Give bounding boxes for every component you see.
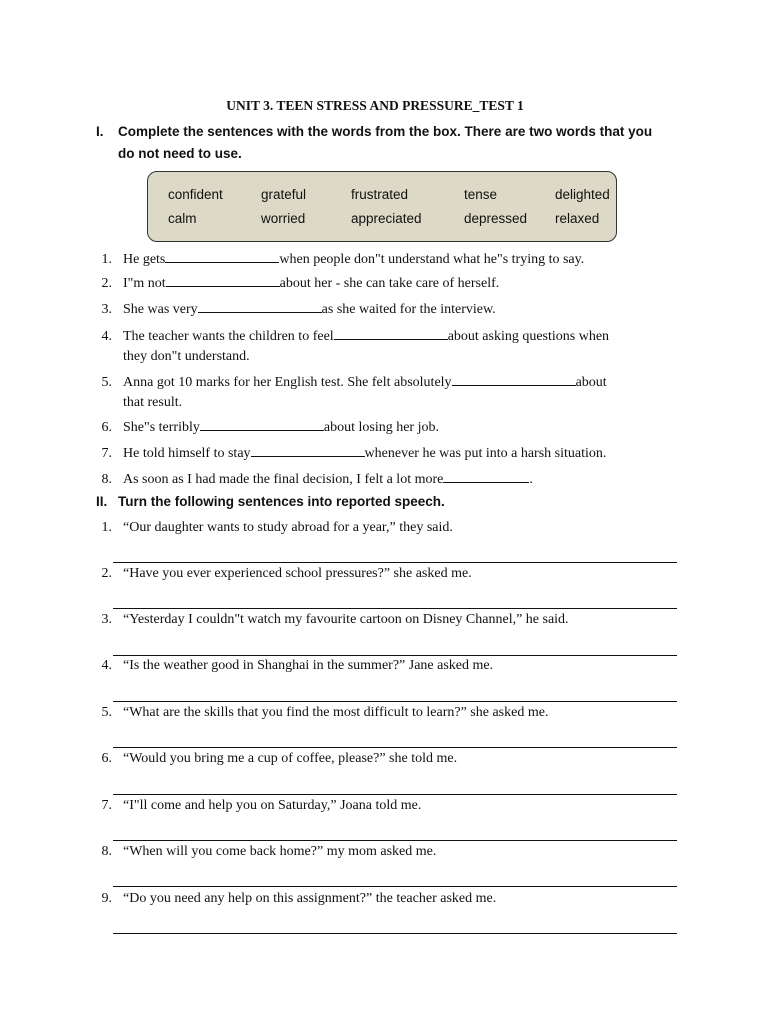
question-text: He told himself to stay bbox=[123, 446, 251, 461]
answer-blank[interactable] bbox=[251, 455, 365, 457]
question-number: 2. bbox=[101, 276, 112, 291]
question-text: as she waited for the interview. bbox=[321, 302, 496, 317]
word-box-word: appreciated bbox=[351, 211, 422, 226]
question-text: . bbox=[529, 472, 533, 487]
question-text: “Yesterday I couldn"t watch my favourite cartoon on Disney Channel,” he said. bbox=[123, 612, 569, 627]
reported-speech-item-3 bbox=[96, 610, 656, 630]
reported-speech-item-4 bbox=[96, 656, 656, 676]
question-1-4 bbox=[96, 327, 656, 367]
question-number: 6. bbox=[101, 751, 112, 766]
answer-line[interactable] bbox=[113, 562, 677, 563]
question-text: “Would you bring me a cup of coffee, please?” she told me. bbox=[123, 751, 458, 766]
question-number: 3. bbox=[101, 302, 112, 317]
question-1-8 bbox=[96, 470, 656, 490]
section-1-instruction: Complete the sentences with the words from the box. There are two words that you do not need to use. bbox=[118, 124, 653, 161]
question-text: I"m not bbox=[123, 276, 166, 291]
word-box bbox=[147, 171, 617, 242]
answer-blank[interactable] bbox=[200, 429, 324, 431]
question-text: She was very bbox=[123, 302, 198, 317]
answer-line[interactable] bbox=[113, 794, 677, 795]
question-number: 1. bbox=[101, 520, 112, 535]
question-number: 1. bbox=[101, 252, 112, 267]
question-number: 9. bbox=[101, 891, 112, 906]
word-box-word: grateful bbox=[261, 187, 307, 202]
question-number: 5. bbox=[101, 705, 112, 720]
question-text: As soon as I had made the final decision, I felt a lot more bbox=[123, 472, 444, 487]
question-text: “When will you come back home?” my mom asked me. bbox=[123, 844, 437, 859]
answer-line[interactable] bbox=[113, 886, 677, 887]
answer-blank[interactable] bbox=[452, 384, 576, 386]
question-text: that result. bbox=[123, 395, 183, 410]
question-text: “Do you need any help on this assignment?” the teacher asked me. bbox=[123, 891, 497, 906]
question-text: about her - she can take care of herself. bbox=[279, 276, 500, 291]
question-text: “What are the skills that you find the most difficult to learn?” she asked me. bbox=[123, 705, 549, 720]
question-1-3 bbox=[96, 300, 656, 320]
answer-blank[interactable] bbox=[166, 285, 280, 287]
reported-speech-item-1 bbox=[96, 518, 656, 538]
question-number: 3. bbox=[101, 612, 112, 627]
word-box-word: calm bbox=[168, 211, 197, 226]
section-2-number: II. bbox=[96, 494, 108, 509]
reported-speech-item-5 bbox=[96, 703, 656, 723]
question-text: “Our daughter wants to study abroad for a year,” they said. bbox=[123, 520, 453, 535]
reported-speech-item-7 bbox=[96, 796, 656, 816]
question-text: about bbox=[575, 375, 607, 390]
question-number: 5. bbox=[101, 375, 112, 390]
answer-line[interactable] bbox=[113, 701, 677, 702]
question-text: about asking questions when bbox=[447, 329, 610, 344]
answer-blank[interactable] bbox=[334, 338, 448, 340]
question-text: He gets bbox=[123, 252, 166, 267]
section-2-heading bbox=[96, 491, 656, 513]
question-number: 8. bbox=[101, 472, 112, 487]
question-text: She"s terribly bbox=[123, 420, 200, 435]
question-text: they don"t understand. bbox=[123, 349, 250, 364]
question-1-5 bbox=[96, 373, 656, 413]
answer-blank[interactable] bbox=[443, 481, 529, 483]
word-box-word: relaxed bbox=[555, 211, 600, 226]
reported-speech-item-8 bbox=[96, 842, 656, 862]
question-1-6 bbox=[96, 418, 656, 438]
answer-line[interactable] bbox=[113, 608, 677, 609]
question-number: 7. bbox=[101, 798, 112, 813]
question-text: The teacher wants the children to feel bbox=[123, 329, 334, 344]
section-2-instruction: Turn the following sentences into reported speech. bbox=[118, 494, 445, 509]
section-1-heading bbox=[96, 121, 656, 165]
page-title: UNIT 3. TEEN STRESS AND PRESSURE_TEST 1 bbox=[226, 98, 524, 113]
section-1-number: I. bbox=[96, 124, 104, 139]
reported-speech-item-9 bbox=[96, 889, 656, 909]
question-number: 2. bbox=[101, 566, 112, 581]
question-text: Anna got 10 marks for her English test. She felt absolutely bbox=[123, 375, 452, 390]
question-text: “I"ll come and help you on Saturday,” Joana told me. bbox=[123, 798, 422, 813]
word-box-word: tense bbox=[464, 187, 498, 202]
reported-speech-item-6 bbox=[96, 749, 656, 769]
question-1-2 bbox=[96, 274, 656, 294]
reported-speech-item-2 bbox=[96, 564, 656, 584]
word-box-word: worried bbox=[261, 211, 306, 226]
answer-blank[interactable] bbox=[165, 261, 279, 263]
question-number: 4. bbox=[101, 329, 112, 344]
word-box-word: confident bbox=[168, 187, 223, 202]
question-text: “Have you ever experienced school pressures?” she asked me. bbox=[123, 566, 472, 581]
answer-line[interactable] bbox=[113, 840, 677, 841]
word-box-word: frustrated bbox=[351, 187, 409, 202]
question-number: 7. bbox=[101, 446, 112, 461]
word-box-word: delighted bbox=[555, 187, 610, 202]
answer-line[interactable] bbox=[113, 933, 677, 934]
word-box-word: depressed bbox=[464, 211, 528, 226]
answer-line[interactable] bbox=[113, 747, 677, 748]
question-number: 6. bbox=[101, 420, 112, 435]
question-1-7 bbox=[96, 444, 656, 464]
question-number: 4. bbox=[101, 658, 112, 673]
question-1-1 bbox=[96, 250, 656, 270]
question-number: 8. bbox=[101, 844, 112, 859]
question-text: when people don"t understand what he"s trying to say. bbox=[279, 252, 585, 267]
question-text: whenever he was put into a harsh situation. bbox=[364, 446, 607, 461]
answer-blank[interactable] bbox=[198, 311, 322, 313]
question-text: “Is the weather good in Shanghai in the summer?” Jane asked me. bbox=[123, 658, 494, 673]
question-text: about losing her job. bbox=[323, 420, 439, 435]
